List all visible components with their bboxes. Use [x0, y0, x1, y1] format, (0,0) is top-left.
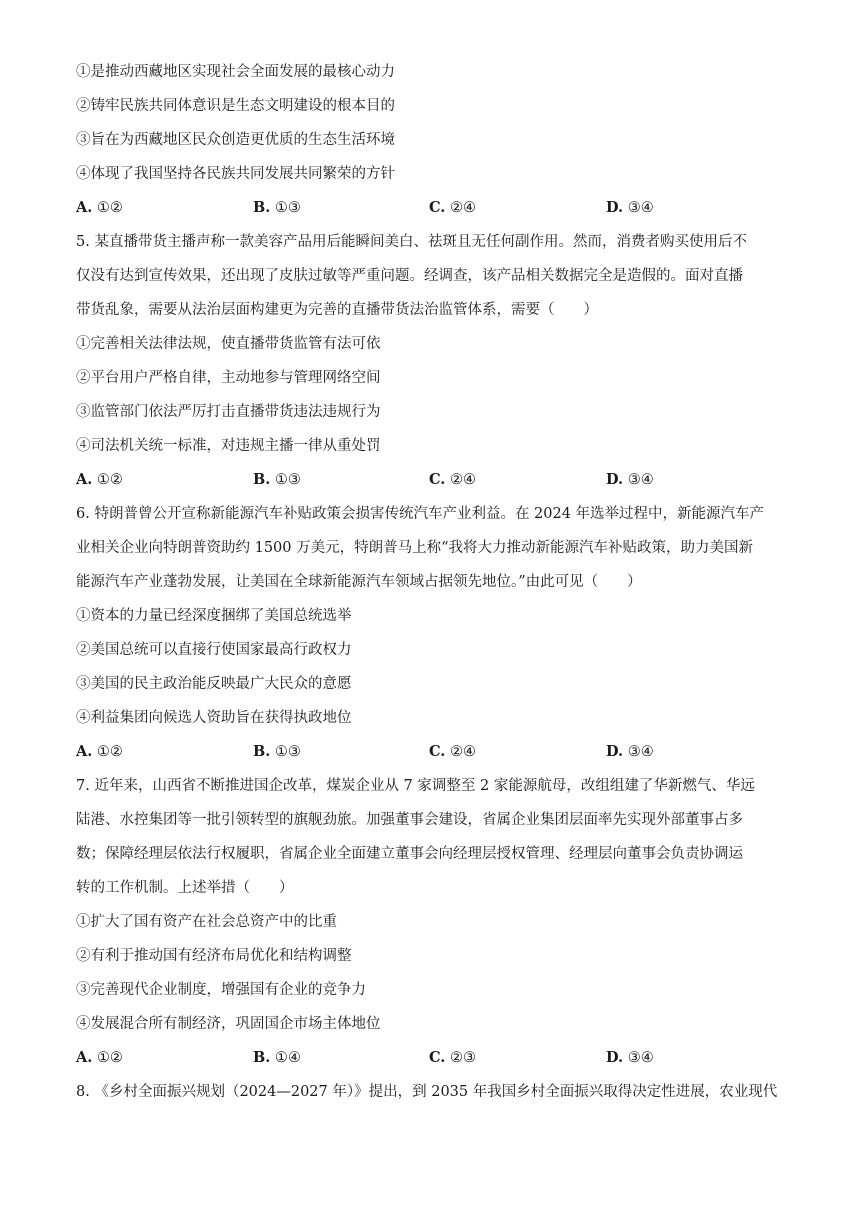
- question-stem: 7. 近年来，山西省不断推进国企改革，煤炭企业从 7 家调整至 2 家能源航母，改组组建了华新燃气、华远: [76, 778, 755, 794]
- option-letter: C.: [429, 471, 446, 488]
- option-a: [76, 470, 253, 504]
- option-letter: D.: [606, 199, 624, 216]
- choice-3: ③完善现代企业制度，增强国有企业的竞争力: [76, 982, 366, 998]
- answer-options: [76, 742, 794, 776]
- option-letter: A.: [76, 743, 93, 760]
- choice-1: ①完善相关法律法规，使直播带货监管有法可依: [76, 336, 381, 352]
- question-stem: 5. 某直播带货主播声称一款美容产品用后能瞬间美白、祛斑且无任何副作用。然而，消费者购买使用后不: [76, 234, 747, 250]
- question-stem: 能源汽车产业蓬勃发展，让美国在全球新能源汽车领域占据领先地位。”由此可见（ ）: [76, 574, 642, 590]
- exam-page: [76, 62, 794, 1116]
- choice-4: ④利益集团向候选人资助旨在获得执政地位: [76, 710, 352, 726]
- option-d: [606, 1048, 794, 1082]
- question-5: [76, 232, 794, 504]
- option-text: ①③: [274, 472, 301, 488]
- choice-3: ③美国的民主政治能反映最广大民众的意愿: [76, 676, 352, 692]
- option-text: ③④: [627, 744, 654, 760]
- question-stem: 业相关企业向特朗普资助约 1500 万美元，特朗普马上称“我将大力推动新能源汽车补贴政策，助力美国新: [76, 540, 754, 556]
- question-stem: 带货乱象，需要从法治层面构建更为完善的直播带货法治监管体系，需要（ ）: [76, 302, 598, 318]
- option-text: ②④: [449, 744, 476, 760]
- question-stem: 数；保障经理层依法行权履职，省属企业全面建立董事会向经理层授权管理、经理层向董事会负责协调运: [76, 846, 743, 862]
- choice-2: ②铸牢民族共同体意识是生态文明建设的根本目的: [76, 98, 395, 114]
- option-text: ②③: [449, 1050, 476, 1066]
- question-stem: 8. 《乡村全面振兴规划（2024—2027 年）》提出，到 2035 年我国乡村全面振兴取得决定性进展，农业现代: [76, 1084, 778, 1100]
- option-text: ①②: [96, 744, 123, 760]
- question-stem: 仅没有达到宣传效果，还出现了皮肤过敏等严重问题。经调查，该产品相关数据完全是造假的。面对直播: [76, 268, 743, 284]
- answer-options: [76, 198, 794, 232]
- question-stem: 转的工作机制。上述举措（ ）: [76, 880, 294, 896]
- choice-3: ③旨在为西藏地区民众创造更优质的生态生活环境: [76, 132, 395, 148]
- choice-2: ②有利于推动国有经济布局优化和结构调整: [76, 948, 352, 964]
- option-b: [253, 470, 429, 504]
- option-d: [606, 198, 794, 232]
- option-d: [606, 470, 794, 504]
- question-7: [76, 776, 794, 1082]
- option-c: [429, 742, 606, 776]
- option-a: [76, 198, 253, 232]
- option-letter: C.: [429, 1049, 446, 1066]
- option-text: ②④: [449, 200, 476, 216]
- option-letter: A.: [76, 1049, 93, 1066]
- option-text: ③④: [627, 472, 654, 488]
- option-letter: D.: [606, 743, 624, 760]
- option-b: [253, 198, 429, 232]
- option-text: ③④: [627, 1050, 654, 1066]
- option-c: [429, 470, 606, 504]
- question-6: [76, 504, 794, 776]
- option-c: [429, 198, 606, 232]
- question-stem: 6. 特朗普曾公开宣称新能源汽车补贴政策会损害传统汽车产业利益。在 2024 年选举过程中，新能源汽车产: [76, 506, 765, 522]
- option-letter: B.: [253, 471, 271, 488]
- option-text: ③④: [627, 200, 654, 216]
- option-letter: D.: [606, 1049, 624, 1066]
- option-text: ①②: [96, 1050, 123, 1066]
- answer-options: [76, 1048, 794, 1082]
- choice-1: ①资本的力量已经深度捆绑了美国总统选举: [76, 608, 352, 624]
- answer-options: [76, 470, 794, 504]
- option-c: [429, 1048, 606, 1082]
- question-8: [76, 1082, 794, 1116]
- choice-2: ②平台用户严格自律，主动地参与管理网络空间: [76, 370, 381, 386]
- option-b: [253, 1048, 429, 1082]
- option-letter: A.: [76, 471, 93, 488]
- option-letter: D.: [606, 471, 624, 488]
- option-text: ①②: [96, 200, 123, 216]
- option-text: ①③: [274, 744, 301, 760]
- option-text: ①②: [96, 472, 123, 488]
- choice-1: ①扩大了国有资产在社会总资产中的比重: [76, 914, 337, 930]
- option-text: ①③: [274, 200, 301, 216]
- option-letter: A.: [76, 199, 93, 216]
- option-letter: B.: [253, 1049, 271, 1066]
- option-b: [253, 742, 429, 776]
- question-stem: 陆港、水控集团等一批引领转型的旗舰劲旅。加强董事会建设，省属企业集团层面率先实现外部董事占多: [76, 812, 743, 828]
- option-letter: C.: [429, 743, 446, 760]
- choice-1: ①是推动西藏地区实现社会全面发展的最核心动力: [76, 64, 395, 80]
- choice-2: ②美国总统可以直接行使国家最高行政权力: [76, 642, 352, 658]
- option-a: [76, 1048, 253, 1082]
- option-text: ①④: [274, 1050, 301, 1066]
- option-letter: B.: [253, 199, 271, 216]
- option-a: [76, 742, 253, 776]
- choice-4: ④发展混合所有制经济，巩固国企市场主体地位: [76, 1016, 381, 1032]
- option-letter: B.: [253, 743, 271, 760]
- choice-3: ③监管部门依法严厉打击直播带货违法违规行为: [76, 404, 381, 420]
- option-d: [606, 742, 794, 776]
- option-letter: C.: [429, 199, 446, 216]
- choice-4: ④司法机关统一标准，对违规主播一律从重处罚: [76, 438, 381, 454]
- option-text: ②④: [449, 472, 476, 488]
- choice-4: ④体现了我国坚持各民族共同发展共同繁荣的方针: [76, 166, 395, 182]
- question-4-tail: [76, 62, 794, 232]
